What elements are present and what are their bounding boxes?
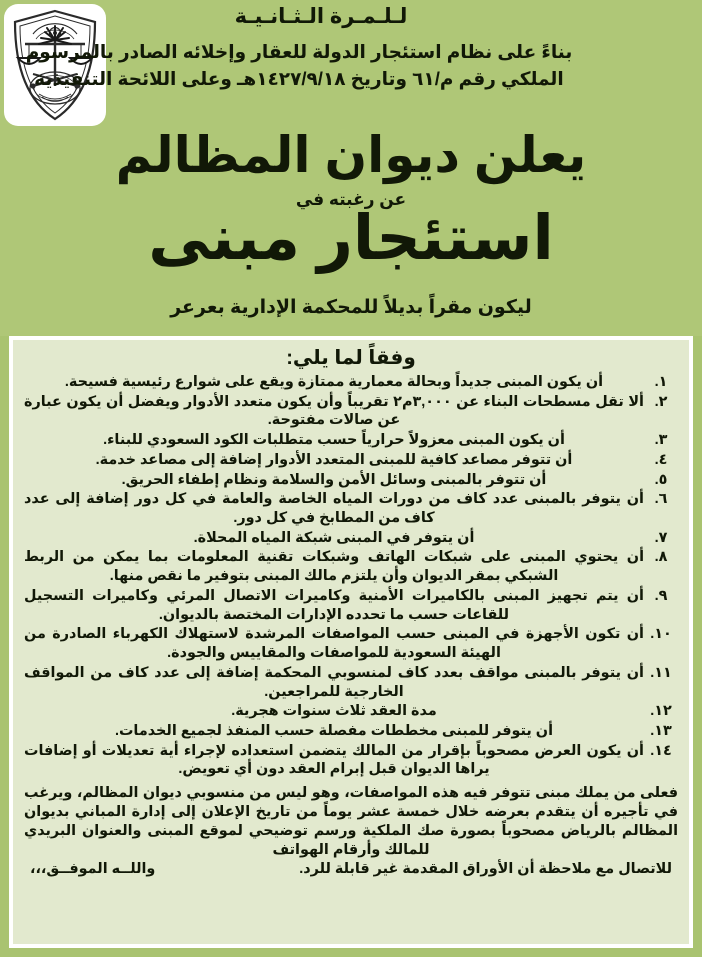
headline-connector: عن رغبته في (295, 190, 407, 209)
repeat-notice: لـلـمـرة الـثـانـيـة (234, 5, 408, 28)
term-text: أن يحتوي المبنى على شبكات الهاتف وشبكات تقنية المعلومات بما يمكن من الربط الشبكي بمقر الديوان وأن يلتزم مالك المبنى بتوفير ما نقص منها. (24, 549, 644, 585)
term-text: أن يكون المبنى جديداً وبحالة معمارية ممتازة ويقع على شوارع رئيسية فسيحة. (64, 374, 604, 390)
term-item (24, 742, 678, 779)
terms-frame (9, 336, 693, 948)
term-item (24, 548, 678, 585)
term-item (24, 431, 678, 450)
term-number: ١٤. (650, 742, 672, 759)
term-number: ١. (654, 374, 668, 390)
term-item (24, 587, 678, 624)
term-text: أن يكون المبنى معزولاً حرارياً حسب متطلبات الكود السعودي للبناء. (103, 432, 565, 449)
term-text: أن يتوفر للمبنى مخططات مفصلة حسب المنفذ لجميع الخدمات. (114, 722, 554, 739)
term-text: أن يتم تجهيز المبنى بالكاميرات الأمنية وكاميرات الاتصال المرئي وكاميرات التسجيل للقاعات حسب ما تحدده الإدارات المختصة بالديوان. (24, 587, 644, 623)
term-item (24, 702, 678, 721)
term-text: أن يكون العرض مصحوباً بإقرار من المالك يتضمن استعداده لإجراء أية تعديلات أو إضافات يراها الديوان قبل إبرام العقد دون أي تعويض. (24, 742, 644, 778)
header-band (0, 0, 702, 336)
term-number: ١٣. (650, 722, 672, 739)
term-number: ٥. (654, 471, 668, 488)
term-text: أن تتوفر بالمبنى وسائل الأمن والسلامة ونظام إطفاء الحريق. (121, 471, 547, 488)
term-text: ألا تقل مسطحات البناء عن ٣,٠٠٠م٢ تقريباً وأن يكون متعدد الأدوار ويفضل أن يكون عبارة عن صالات مفتوحة. (24, 393, 644, 429)
legal-basis-text: بناءً على نظام استئجار الدولة للعقار وإخلائه الصادر بالمرسوم الملكي رقم م/٦١ وتاريخ ١٤٢٧/٩/١٨هـ وعلى اللائحة التنفيذية (25, 41, 573, 90)
term-number: ١٢. (650, 703, 672, 720)
closing-note: للاتصال مع ملاحظة أن الأوراق المقدمة غير قابلة للرد. (299, 861, 672, 878)
closing-paragraph (24, 784, 678, 879)
term-number: ٨. (654, 549, 668, 566)
closing-last-line (24, 860, 678, 879)
closing-text: فعلى من يملك مبنى تتوفر فيه هذه المواصفات، وهو ليس من منسوبي ديوان المظالم، ويرغب في تأجيره أن يتقدم بعرضه خلال خمسة عشر يوماً من تاريخ الإعلان إلى إدارة المباني بديوان المظالم بالرياض مصحوباً بصورة صك الملكية ورسم توضيحي لموقع المبنى والعنوان البريدي للمالك وأرقام الهواتف (24, 785, 678, 859)
terms-list (24, 373, 678, 780)
term-number: ٤. (654, 451, 668, 468)
term-number: ٧. (654, 529, 668, 546)
term-item (24, 373, 678, 392)
terms-title: وفقاً لما يلي: (286, 347, 416, 369)
terms-panel (13, 340, 689, 944)
term-item (24, 625, 678, 662)
headline-subtitle: ليكون مقراً بديلاً للمحكمة الإدارية بعرعر (170, 297, 532, 318)
term-text: أن يتوفر بالمبنى عدد كاف من دورات المياه الخاصة والعامة في كل دور إضافة إلى عدد كاف من المطابخ في كل دور. (24, 491, 644, 527)
term-item (24, 451, 678, 470)
term-number: ١٠. (650, 626, 672, 643)
term-item (24, 664, 678, 701)
term-item (24, 471, 678, 490)
term-number: ٣. (654, 432, 668, 449)
term-text: أن يتوفر في المبنى شبكة المياه المحلاة. (193, 529, 475, 546)
term-number: ٦. (654, 491, 668, 508)
headline-primary: يعلن ديوان المظالم (115, 127, 587, 183)
term-number: ٢. (654, 393, 668, 410)
term-text: أن تتوفر مصاعد كافية للمبنى المتعدد الأدوار إضافة إلى مصاعد خدمة. (95, 451, 573, 468)
headline-secondary: استئجار مبنى (148, 204, 554, 273)
term-item (24, 393, 678, 430)
signoff-text: واللــه الموفــق،،، (30, 861, 156, 878)
term-number: ١١. (650, 664, 672, 681)
term-item (24, 722, 678, 741)
term-item (24, 490, 678, 527)
term-text: أن تكون الأجهزة في المبنى حسب المواصفات المرشدة لاستهلاك الكهرباء الصادرة من الهيئة السعودية للمواصفات والمقاييس والجودة. (24, 626, 644, 662)
term-item (24, 529, 678, 548)
term-text: أن يتوفر بالمبنى مواقف بعدد كاف لمنسوبي المحكمة إضافة إلى عدد كاف من المواقف الخارجية للمراجعين. (24, 664, 644, 700)
term-number: ٩. (654, 587, 668, 604)
term-text: مدة العقد ثلاث سنوات هجرية. (231, 703, 437, 720)
